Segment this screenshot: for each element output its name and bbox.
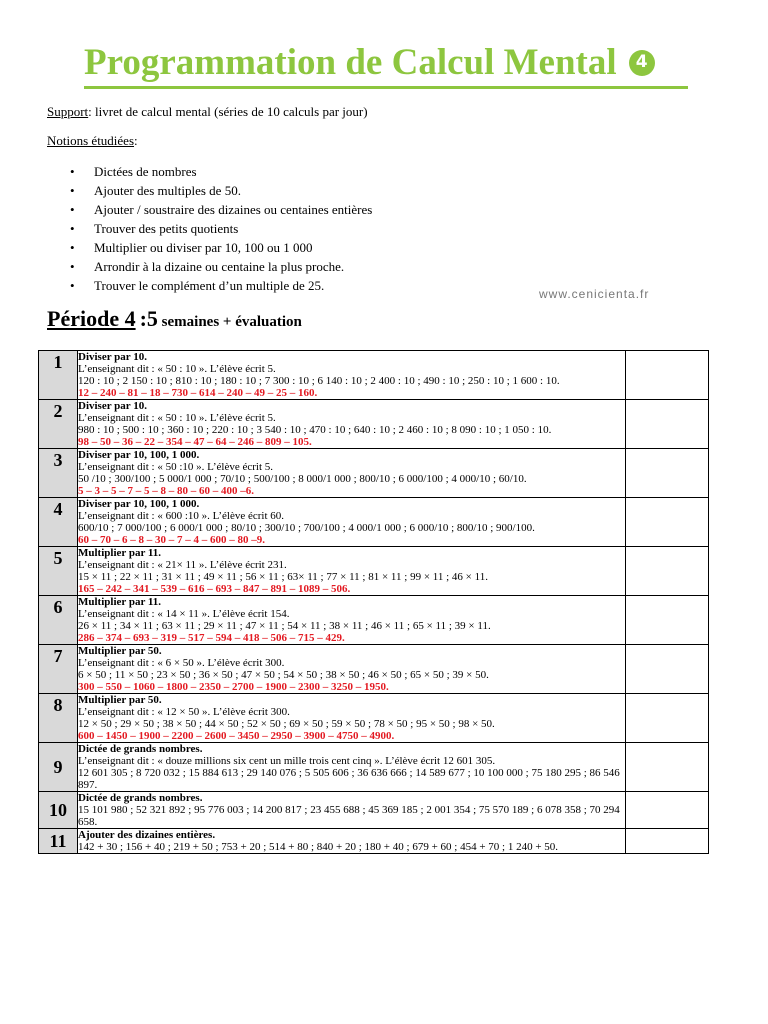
row-content xyxy=(78,596,626,645)
row-number xyxy=(39,351,78,400)
row-notes-cell xyxy=(626,596,709,645)
row-number-text: 8 xyxy=(53,695,63,715)
row-number-text: 10 xyxy=(49,799,67,820)
row-title: Diviser par 10. xyxy=(78,351,147,363)
row-number xyxy=(39,547,78,596)
row-notes-cell xyxy=(626,829,709,854)
row-notes-cell xyxy=(626,645,709,694)
row-number xyxy=(39,829,78,854)
table-row xyxy=(39,400,709,449)
number-badge-icon: 4 xyxy=(629,50,655,76)
row-intro: L’enseignant dit : « douze millions six cent un mille trois cent cinq ». L’élève écrit 12 601 305. xyxy=(78,755,496,767)
table-row xyxy=(39,645,709,694)
row-calcs: 600/10 ; 7 000/100 ; 6 000/1 000 ; 80/10 ; 300/10 ; 700/100 ; 4 000/1 000 ; 6 000/10 ; 800/10 ; 900/100. xyxy=(78,522,535,534)
row-number xyxy=(39,792,78,829)
row-intro: L’enseignant dit : « 600 :10 ». L’élève écrit 60. xyxy=(78,510,285,522)
row-content xyxy=(78,645,626,694)
row-calcs: 980 : 10 ; 500 : 10 ; 360 : 10 ; 220 : 10 ; 3 540 : 10 ; 470 : 10 ; 640 : 10 ; 2 460 : 10 ; 8 090 : 10 ; 1 050 : 10. xyxy=(78,424,552,436)
row-title: Multiplier par 50. xyxy=(78,694,162,706)
list-item: • Arrondir à la dizaine ou centaine la plus proche. xyxy=(70,257,372,276)
row-title: Diviser par 10, 100, 1 000. xyxy=(78,498,200,510)
row-title: Ajouter des dizaines entières. xyxy=(78,829,216,841)
row-intro: L’enseignant dit : « 12 × 50 ». L’élève écrit 300. xyxy=(78,706,290,718)
row-calcs: 12 × 50 ; 29 × 50 ; 38 × 50 ; 44 × 50 ; 52 × 50 ; 69 × 50 ; 59 × 50 ; 78 × 50 ; 95 × 50 ; 98 × 50. xyxy=(78,718,495,730)
table-row xyxy=(39,449,709,498)
row-calcs: 6 × 50 ; 11 × 50 ; 23 × 50 ; 36 × 50 ; 47 × 50 ; 54 × 50 ; 38 × 50 ; 46 × 50 ; 65 × 50 ; 39 × 50. xyxy=(78,669,489,681)
row-intro: L’enseignant dit : « 50 : 10 ». L’élève écrit 5. xyxy=(78,412,276,424)
title-underline xyxy=(84,86,688,89)
row-number xyxy=(39,645,78,694)
row-title: Dictée de grands nombres. xyxy=(78,792,203,804)
row-content xyxy=(78,743,626,792)
title-block xyxy=(84,44,688,81)
row-intro: L’enseignant dit : « 50 :10 ». L’élève écrit 5. xyxy=(78,461,274,473)
table-row xyxy=(39,351,709,400)
row-content xyxy=(78,351,626,400)
row-answers: 300 – 550 – 1060 – 1800 – 2350 – 2700 – 1900 – 2300 – 3250 – 1950. xyxy=(78,681,389,693)
list-item: • Trouver le complément d’un multiple de 25. xyxy=(70,276,372,295)
row-calcs: 120 : 10 ; 2 150 : 10 ; 810 : 10 ; 180 : 10 ; 7 300 : 10 ; 6 140 : 10 ; 2 400 : 10 ; 490 : 10 ; 250 : 10 ; 1 600 : 10. xyxy=(78,375,560,387)
row-notes-cell xyxy=(626,694,709,743)
periode-label: Période 4 xyxy=(47,306,136,331)
row-content xyxy=(78,400,626,449)
row-notes-cell xyxy=(626,351,709,400)
row-intro: L’enseignant dit : « 6 × 50 ». L’élève écrit 300. xyxy=(78,657,285,669)
list-item: • Ajouter des multiples de 50. xyxy=(70,181,372,200)
row-answers: 12 – 240 – 81 – 18 – 730 – 614 – 240 – 49 – 25 – 160. xyxy=(78,387,318,399)
row-content xyxy=(78,792,626,829)
row-content xyxy=(78,829,626,854)
row-number-text: 11 xyxy=(49,830,67,851)
row-intro: L’enseignant dit : « 21× 11 ». L’élève écrit 231. xyxy=(78,559,287,571)
row-title: Dictée de grands nombres. xyxy=(78,743,203,755)
row-answers: 60 – 70 – 6 – 8 – 30 – 7 – 4 – 600 – 80 –9. xyxy=(78,534,265,546)
row-number xyxy=(39,449,78,498)
row-notes-cell xyxy=(626,400,709,449)
row-content xyxy=(78,547,626,596)
row-answers: 286 – 374 – 693 – 319 – 517 – 594 – 418 – 506 – 715 – 429. xyxy=(78,632,345,644)
list-item: • Ajouter / soustraire des dizaines ou centaines entières xyxy=(70,200,372,219)
row-intro: L’enseignant dit : « 50 : 10 ». L’élève écrit 5. xyxy=(78,363,276,375)
row-calcs: 142 + 30 ; 156 + 40 ; 219 + 50 ; 753 + 20 ; 514 + 80 ; 840 + 20 ; 180 + 40 ; 679 + 60 ; 454 + 70 ; 1 240 + 50. xyxy=(78,841,559,853)
row-number-text: 4 xyxy=(53,499,63,519)
sessions-table xyxy=(38,350,709,854)
row-notes-cell xyxy=(626,792,709,829)
row-title: Diviser par 10, 100, 1 000. xyxy=(78,449,200,461)
support-line xyxy=(47,104,368,120)
row-number-text: 1 xyxy=(53,352,63,372)
list-item: • Dictées de nombres xyxy=(70,162,372,181)
support-label: Support xyxy=(47,104,89,119)
notions-suffix: : xyxy=(134,133,138,148)
page-title xyxy=(84,44,688,81)
row-intro: L’enseignant dit : « 14 × 11 ». L’élève écrit 154. xyxy=(78,608,290,620)
list-item: • Trouver des petits quotients xyxy=(70,219,372,238)
row-notes-cell xyxy=(626,498,709,547)
page-title-text: Programmation de Calcul Mental xyxy=(84,42,617,83)
periode-heading xyxy=(47,306,302,332)
row-title: Multiplier par 11. xyxy=(78,596,162,608)
row-calcs: 26 × 11 ; 34 × 11 ; 63 × 11 ; 29 × 11 ; 47 × 11 ; 54 × 11 ; 38 × 11 ; 46 × 11 ; 65 × 11 ; 39 × 11. xyxy=(78,620,491,632)
table-row xyxy=(39,829,709,854)
row-number xyxy=(39,596,78,645)
row-answers: 165 – 242 – 341 – 539 – 616 – 693 – 847 – 891 – 1089 – 506. xyxy=(78,583,351,595)
periode-value: :5 xyxy=(139,306,158,331)
row-answers: 600 – 1450 – 1900 – 2200 – 2600 – 3450 – 2950 – 3900 – 4750 – 4900. xyxy=(78,730,395,742)
row-notes-cell xyxy=(626,743,709,792)
row-content xyxy=(78,694,626,743)
row-calcs: 15 × 11 ; 22 × 11 ; 31 × 11 ; 49 × 11 ; 56 × 11 ; 63× 11 ; 77 × 11 ; 81 × 11 ; 99 × 11 ; 46 × 11. xyxy=(78,571,488,583)
row-title: Multiplier par 11. xyxy=(78,547,162,559)
support-text: : livret de calcul mental (séries de 10 calculs par jour) xyxy=(88,104,368,119)
row-number-text: 6 xyxy=(53,597,63,617)
row-number-text: 3 xyxy=(53,450,63,470)
row-calcs: 50 /10 ; 300/100 ; 5 000/1 000 ; 70/10 ; 500/100 ; 8 000/1 000 ; 800/10 ; 6 000/100 ; 4 000/10 ; 60/10. xyxy=(78,473,527,485)
row-number xyxy=(39,694,78,743)
row-number xyxy=(39,498,78,547)
row-answers: 5 – 3 – 5 – 7 – 5 – 8 – 80 – 60 – 400 –6. xyxy=(78,485,254,497)
list-item: • Multiplier ou diviser par 10, 100 ou 1 000 xyxy=(70,238,372,257)
row-content xyxy=(78,449,626,498)
row-answers: 98 – 50 – 36 – 22 – 354 – 47 – 64 – 246 – 809 – 105. xyxy=(78,436,312,448)
table-row xyxy=(39,694,709,743)
row-title: Diviser par 10. xyxy=(78,400,147,412)
table-row xyxy=(39,743,709,792)
row-content xyxy=(78,498,626,547)
row-number-text: 7 xyxy=(53,646,63,666)
notions-heading xyxy=(47,133,138,149)
table-row xyxy=(39,498,709,547)
website-watermark: www.cenicienta.fr xyxy=(539,287,650,301)
table-row xyxy=(39,596,709,645)
notions-label: Notions étudiées xyxy=(47,133,135,148)
table-row xyxy=(39,547,709,596)
row-title: Multiplier par 50. xyxy=(78,645,162,657)
row-notes-cell xyxy=(626,449,709,498)
row-calcs: 15 101 980 ; 52 321 892 ; 95 776 003 ; 14 200 817 ; 23 455 688 ; 45 369 185 ; 2 001 354 ; 75 570 189 ; 6 078 358 ; 70 294 658. xyxy=(78,804,620,828)
periode-suffix: semaines + évaluation xyxy=(157,314,302,330)
row-number xyxy=(39,400,78,449)
row-number xyxy=(39,743,78,792)
table-row xyxy=(39,792,709,829)
row-number-text: 5 xyxy=(53,548,63,568)
row-notes-cell xyxy=(626,547,709,596)
row-calcs: 12 601 305 ; 8 720 032 ; 15 884 613 ; 29 140 076 ; 5 505 606 ; 36 636 666 ; 14 589 677 ; 10 100 000 ; 75 180 295 ; 86 546 897. xyxy=(78,767,620,791)
row-number-text: 9 xyxy=(53,756,63,777)
row-number-text: 2 xyxy=(53,401,63,421)
notions-list xyxy=(70,162,372,295)
